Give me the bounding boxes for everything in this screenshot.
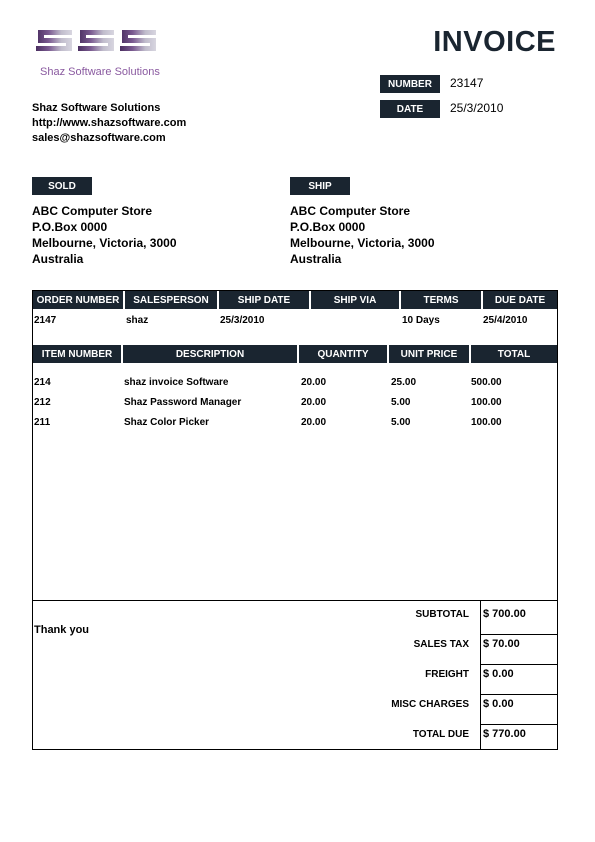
company-name: Shaz Software Solutions (32, 102, 161, 114)
item-number: 212 (34, 397, 51, 408)
company-address (32, 101, 186, 146)
item-total: 100.00 (471, 417, 502, 428)
order-header-row (33, 291, 557, 309)
item-unit-price: 25.00 (391, 377, 417, 388)
order-terms: 10 Days (402, 315, 440, 326)
company-logo (34, 26, 164, 56)
item-unit-price: 5.00 (391, 397, 411, 408)
order-ship-date: 25/3/2010 (220, 315, 265, 326)
item-quantity: 20.00 (301, 417, 327, 428)
totals-row-divider (480, 694, 557, 695)
number-label: NUMBER (380, 75, 440, 93)
sold-address (32, 203, 177, 267)
totals-row-divider (480, 664, 557, 665)
ship-line: Australia (290, 252, 342, 266)
items-header-cell: QUANTITY (299, 345, 387, 363)
footer-divider (33, 600, 557, 601)
total-due-label: TOTAL DUE (412, 729, 469, 740)
order-row (33, 313, 557, 329)
item-description: Shaz Password Manager (124, 397, 242, 408)
company-tagline: Shaz Software Solutions (40, 66, 160, 78)
thank-you-note: Thank you (34, 624, 90, 636)
item-description: shaz invoice Software (124, 377, 229, 388)
freight-value: $ 0.00 (483, 668, 514, 680)
invoice-date: 25/3/2010 (450, 101, 504, 115)
totals-row-divider (480, 724, 557, 725)
ship-line: Melbourne, Victoria, 3000 (290, 236, 435, 250)
items-header-cell: UNIT PRICE (389, 345, 469, 363)
ship-address (290, 203, 435, 267)
invoice-table (32, 290, 558, 750)
order-header-cell: SHIP DATE (219, 291, 309, 309)
order-header-cell: SHIP VIA (311, 291, 399, 309)
order-header-cell: SALESPERSON (125, 291, 217, 309)
table-row (33, 415, 557, 431)
table-row (33, 375, 557, 391)
logo-graphic (34, 26, 164, 56)
ship-line: ABC Computer Store (290, 204, 411, 218)
invoice-title: INVOICE (433, 26, 556, 58)
item-description: Shaz Color Picker (124, 417, 210, 428)
invoice-number: 23147 (450, 76, 484, 90)
sold-line: Australia (32, 252, 84, 266)
item-number: 211 (34, 417, 51, 428)
item-quantity: 20.00 (301, 397, 327, 408)
ship-line: P.O.Box 0000 (290, 220, 366, 234)
item-unit-price: 5.00 (391, 417, 411, 428)
order-header-cell: DUE DATE (483, 291, 557, 309)
order-due-date: 25/4/2010 (483, 315, 528, 326)
item-number: 214 (34, 377, 51, 388)
date-label: DATE (380, 100, 440, 118)
order-header-cell: ORDER NUMBER (33, 291, 123, 309)
sales-tax-label: SALES TAX (413, 639, 469, 650)
misc-charges-label: MISC CHARGES (391, 699, 469, 710)
company-website: http://www.shazsoftware.com (32, 117, 187, 129)
ship-label: SHIP (290, 177, 350, 195)
totals-divider (480, 600, 481, 749)
company-email: sales@shazsoftware.com (32, 132, 166, 144)
order-header-cell: TERMS (401, 291, 481, 309)
items-header-cell: DESCRIPTION (123, 345, 297, 363)
items-header-cell: TOTAL (471, 345, 557, 363)
totals-row-divider (480, 634, 557, 635)
sold-label: SOLD (32, 177, 92, 195)
subtotal-value: $ 700.00 (483, 608, 526, 620)
subtotal-label: SUBTOTAL (415, 609, 469, 620)
sold-line: P.O.Box 0000 (32, 220, 108, 234)
item-total: 100.00 (471, 397, 502, 408)
freight-label: FREIGHT (425, 669, 469, 680)
items-header-row (33, 345, 557, 363)
item-quantity: 20.00 (301, 377, 327, 388)
sold-line: ABC Computer Store (32, 204, 153, 218)
sold-line: Melbourne, Victoria, 3000 (32, 236, 177, 250)
sales-tax-value: $ 70.00 (483, 638, 520, 650)
item-total: 500.00 (471, 377, 502, 388)
order-salesperson: shaz (126, 315, 149, 326)
order-number: 2147 (34, 315, 57, 326)
misc-charges-value: $ 0.00 (483, 698, 514, 710)
items-header-cell: ITEM NUMBER (33, 345, 121, 363)
total-due-value: $ 770.00 (483, 728, 526, 740)
table-row (33, 395, 557, 411)
